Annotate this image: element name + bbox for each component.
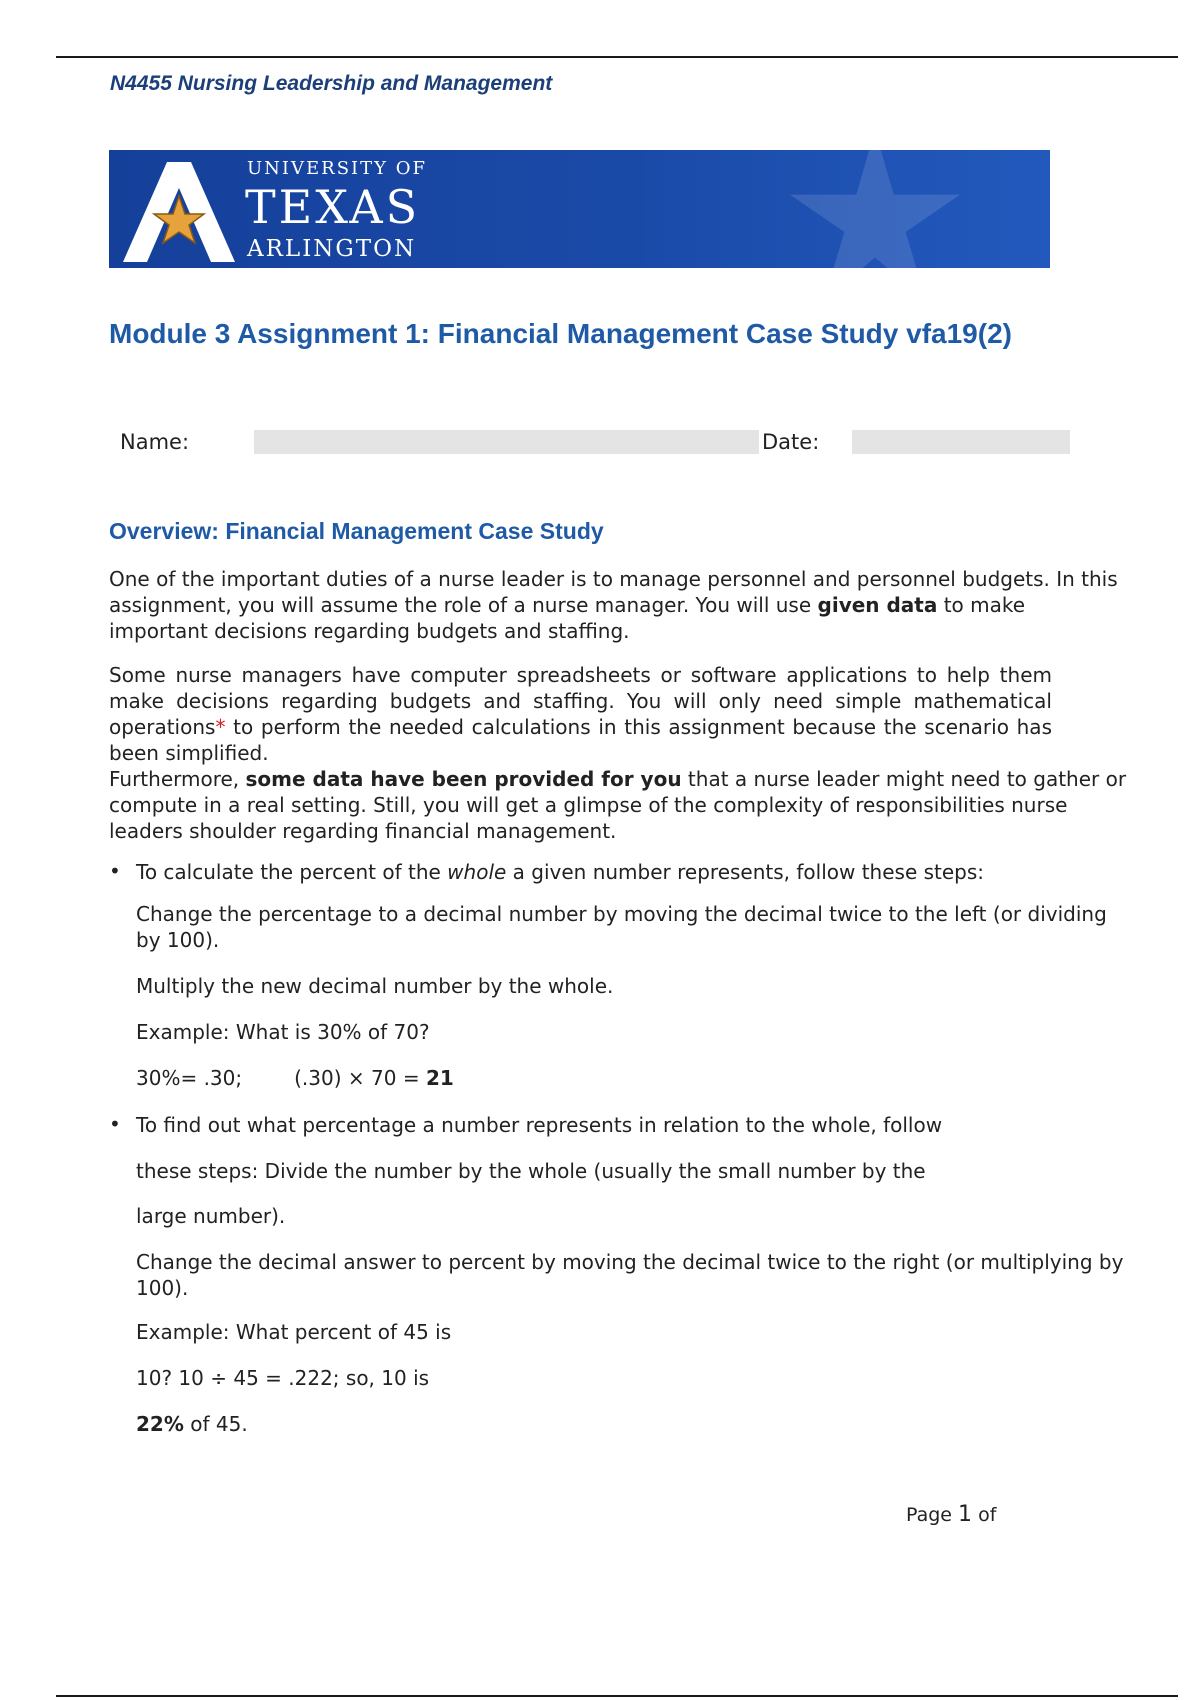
bottom-rule: [56, 1695, 1178, 1697]
calculation-text: 10? 10 ÷ 45 = .222; so, 10 is: [136, 1366, 430, 1390]
course-header: N4455 Nursing Leadership and Management: [110, 72, 553, 95]
calculation-text: 30%= .30; (.30) × 70 = 21: [136, 1066, 454, 1090]
bullet-dot-icon: •: [109, 859, 121, 883]
background-star-icon: [760, 150, 990, 268]
overview-paragraph-2: Some nurse managers have computer spreadsheets or software applications to help them make decisions regarding budgets and staffing. You will only need simple mathematical operations* to perform the needed calculations in this assignment because the scenario has been simplified. Furthermore, some data have been provided for you that a nurse leader might need to gather or compute in a real setting. Still, you will get a glimpse of the complexity of responsibilities nurse leaders shoulder regarding financial management.: [109, 662, 1129, 844]
step-text: these steps: Divide the number by the whole (usually the small number by the: [136, 1159, 926, 1183]
top-rule: [56, 56, 1178, 58]
name-label: Name:: [120, 430, 190, 454]
document-title: Module 3 Assignment 1: Financial Management Case Study vfa19(2): [109, 318, 1012, 349]
step-text: Multiply the new decimal number by the whole.: [136, 974, 614, 998]
step-text: Change the decimal answer to percent by moving the decimal twice to the right (or multiplying by 100).: [136, 1250, 1124, 1300]
date-label: Date:: [762, 430, 820, 454]
overview-paragraph-1: One of the important duties of a nurse leader is to manage personnel and personnel budgets. In this assignment, you will assume the role of a nurse manager. You will use given data to make important decisions regarding budgets and staffing.: [109, 567, 1118, 643]
banner-university-of: UNIVERSITY OF: [247, 158, 428, 179]
name-field[interactable]: [254, 430, 759, 454]
step-text: large number).: [136, 1204, 286, 1228]
date-field[interactable]: [852, 430, 1070, 454]
bullet-dot-icon: •: [109, 1112, 121, 1136]
result-text: 22% of 45.: [136, 1412, 248, 1436]
overview-paragraph-3: Furthermore, some data have been provided for you that a nurse leader might need to gather or compute in a real setting. Still, you will get a glimpse of the complexity of responsibilities nurse leaders shoulder regarding financial management.: [109, 767, 1127, 843]
banner-arlington: ARLINGTON: [247, 236, 417, 262]
example-text: Example: What is 30% of 70?: [136, 1020, 430, 1044]
overview-heading: Overview: Financial Management Case Study: [109, 518, 604, 544]
list-item: To find out what percentage a number represents in relation to the whole, follow: [136, 1113, 943, 1137]
university-banner: [109, 150, 1050, 268]
step-text: Change the percentage to a decimal number by moving the decimal twice to the left (or dividing by 100).: [136, 902, 1107, 952]
list-item: To calculate the percent of the whole a given number represents, follow these steps:: [136, 860, 985, 884]
page-number: Page 1 of: [906, 1502, 997, 1527]
example-text: Example: What percent of 45 is: [136, 1320, 452, 1344]
uta-logo-icon: [123, 162, 235, 262]
banner-texas: TEXAS: [245, 180, 421, 234]
